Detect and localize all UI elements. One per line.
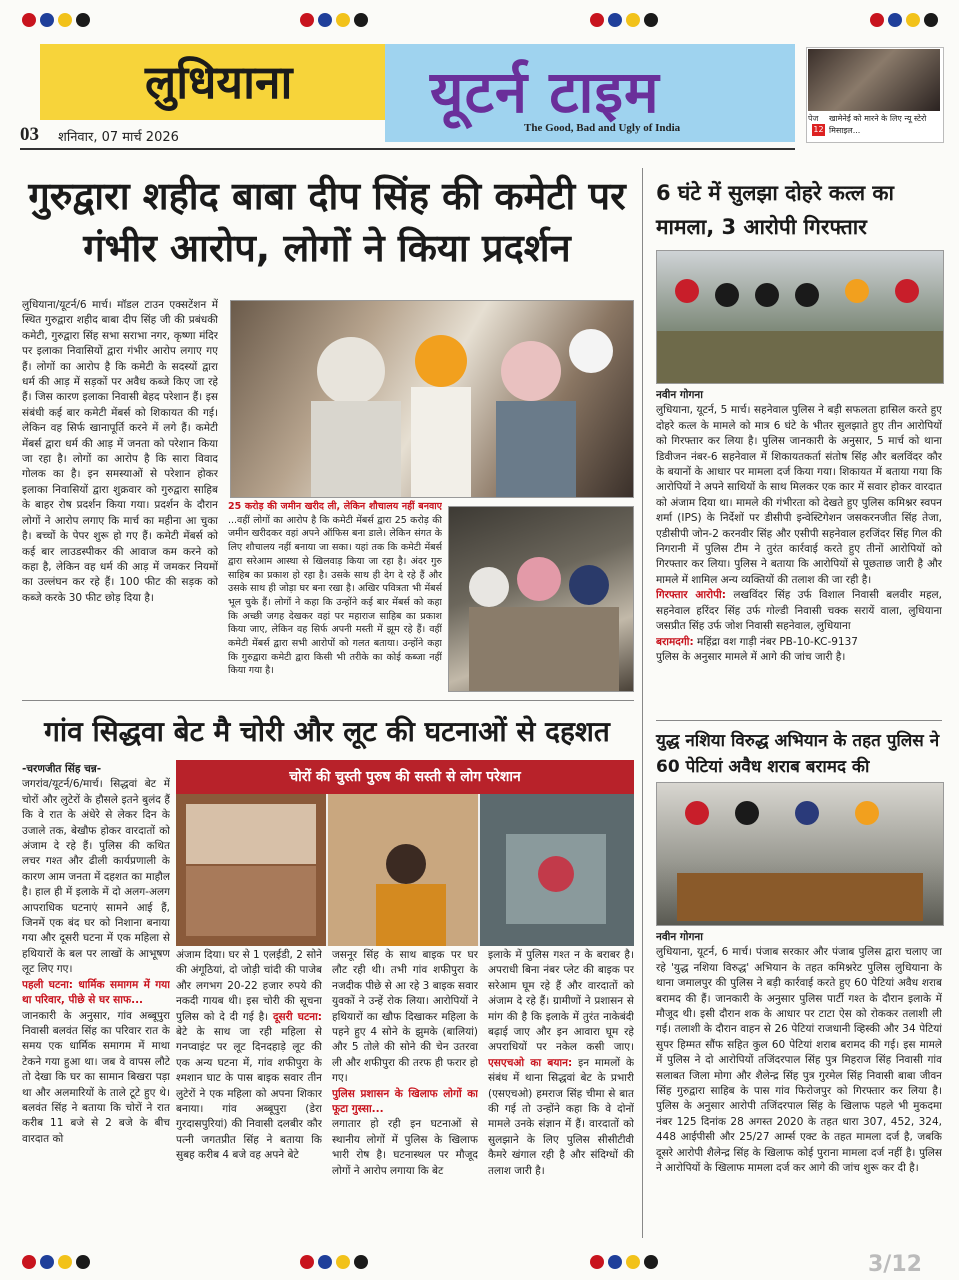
masthead-rule [20, 148, 795, 150]
teaser-image [808, 49, 940, 111]
right-headline-1: 6 घंटे में सुलझा दोहरे कत्ल का मामला, 3 आरोपी गिरफ्तार [656, 181, 894, 239]
arrest-photo-art [657, 251, 943, 383]
teaser-text: खामेनेई को मारने के लिए न्यू स्टेरो मिसाइल... [829, 114, 927, 135]
footer-dots [300, 1254, 372, 1273]
teaser-page-label: पेज [808, 114, 819, 123]
village-photo-art [176, 794, 634, 946]
recovery-text: महिंद्रा वश गाड़ी नंबर PB-10-KC-9137 [697, 635, 858, 648]
footer [0, 1244, 959, 1280]
right-story-1-byline: नवीन गोगना [656, 389, 703, 401]
arrested-label: गिरफ्तार आरोपी: [656, 589, 726, 602]
village-col-1-text: जगरांव/यूटर्न/6/मार्च। सिद्धवां बेट में चोरों और लुटेरों के हौसले इतने बुलंद हैं कि वे रात के अंधेरे से लेकर दिन के उजाले तक, बेखौफ होकर वारदातों को अंजाम दे रहे हैं। पुलिस की कथित लचर गश्त और ढीली कार्यप्रणाली के कारण आम जनता में दहशत का माहौल है। हाल ही में इलाके में दो अलग-अलग आपराधिक घटनाएं सामने आई हैं, जिनमें एक बंद घर को निशाना बनाया गया और दूसरी घटना में एक महिला से हथियारों के बल पर लाखों के आभूषण लूट लिए गए। [22, 778, 170, 976]
liquor-photo-art [657, 783, 943, 925]
village-headline: गांव सिद्धवा बेट मै चोरी और लूट की घटनाओं से दहशत [44, 715, 610, 748]
right-story-2-byline: नवीन गोगना [656, 931, 703, 943]
main-story-body: लुधियाना/यूटर्न/6 मार्च। मॉडल टाउन एक्सटेंशन में स्थित गुरुद्वारा शहीद बाबा दीप सिंह जी की प्रबंधकी कमेटी, गुरुद्वारा सिंह सभा सराभा नगर, कृष्णा मंदिर पर इलाका निवासियों द्वारा गंभीर आरोप लगाए गए हैं। लोगों का आरोप है कि कमेटी के सदस्यों द्वारा धर्म की आड़ में सड़कों पर अवैध कब्जे किए जा रहे हैं। जिस कारण इलाका निवासी बेहद परेशान हैं। इस संबंधी कई बार कमेटी मेंबर्स को शिकायत की गई। लेकिन वह सिर्फ खानापूर्ति करने में लगे हैं। कमेटी मेंबर्स द्वारा धर्म की आड़ में जनता को परेशान किया जा रहा है। लोगों का आरोप है कि सारा विवाद गोलक का है। इन समस्याओं से परेशान होकर इलाका निवासियों द्वारा शुक्रवार को गुरुद्वारा साहिब के बाहर रोष प्रदर्शन किया गया। प्रदर्शन के दौरान लोगों ने आरोप लगाए कि मार्च का महीना आ चुका है। बच्चों के पेपर शुरू हो गए हैं। कमेटी मेंबर्स को कई बार लाउडस्पीकर की आवाज कम करने को कहा है, लेकिन वह धर्म की आड़ में जमकर नियमों का उल्लंघन कर रहे हैं। 100 फीट की सड़क को कब्जे करके 30 फीट छोड़ दिया है। [22, 299, 218, 604]
color-dots [300, 12, 372, 31]
arrest-photo [656, 250, 944, 384]
village-col-1-b: जानकारी के अनुसार, गांव अब्बूपुरा निवासी बलवंत सिंह का परिवार रात के समय एक धार्मिक समागम में माथा टेकने गया हुआ था। जब वे वापस लौटे तो देखा कि घर का सामान बिखरा पड़ा था और अलमारियों के ताले टूटे हुए थे। बलवंत सिंह ने बताया कि चोरों ने रात करीब 11 बजे से 2 बजे के बीच वारदात को [22, 1009, 170, 1145]
main-caption-text: ...वहीं लोगों का आरोप है कि कमेटी मेंबर्स द्वारा 25 करोड़ की जमीन खरीदकर वहां अपने ऑफिस बना डाले। लेकिन संगत के लिए शौचालय नहीं बनाया जा सका। यहां तक कि कमेटी मेंबर्स द्वारा सरेआम आस्था से खिलवाड़ किया जा रहा है। अंदर गुरु साहिब का प्रकाश हो रहा है। उसके साथ ही देग दे रहे हैं और उसके साथ ही जोड़ा घर बना रखा है। अखिर पवित्रता भी मेंबर्स भूल चुके हैं। लोगों ने कहा कि उन्होंने कई बार मेंबर्स को कहा कि अच्छी जगह देखकर वहां पर महाराज साहिब का प्रकाश किया जाए, लेकिन वह सिर्फ अपनी मस्ती में झूम रहे हैं। वहीं कमेटी मेंबर्स द्वारा सभी आरोपों को गलत बताया। उन्होंने कहा कि गुरुद्वारा कमेटी द्वारा किसी भी तरीके का कोई कब्जा नहीं किया गया है। [228, 514, 442, 677]
brand-tagline: The Good, Bad and Ugly of India [524, 122, 681, 134]
right-story-1-text: लुधियाना, यूटर्न, 5 मार्च। सहनेवाल पुलिस ने बड़ी सफलता हासिल करते हुए दोहरे कत्ल के मामले को मात्र 6 घंटे के भीतर सुलझाते हुए तीन आरोपियों को गिरफ्तार कर लिया है। पुलिस जानकारी के अनुसार, 5 मार्च को थाना डिवीजन नंबर-6 सहनेवाल में शिकायतकर्ता संतोष सिंह और बलविंदर कौर के बयानों के आधार पर मामला दर्ज किया गया। शिकायत में बताया गया कि आरोपियों ने अपने साथियों के साथ मिलकर एक कार में सवार होकर वारदात को अंजाम दिया था। मामले की गंभीरता को देखते हुए पुलिस कमिश्नर स्वपन शर्मा (IPS) के निर्देशों पर डीसीपी इन्वेस्टिगेशन जसकरनजीत सिंह तेजा, एडीसीपी जोन-2 करनवीर सिंह और एसीपी सहनेवाल हरजिंदर सिंह गिल की निगरानी में पुलिस टीम ने तुरंत कार्रवाई करते हुए तीनों आरोपियों को गिरफ्तार कर लिया। पुलिस ने बताया कि आरोपियों से पूछताछ जारी है और मामले में शामिल अन्य व्यक्तियों की तलाश की जा रही है। [656, 404, 942, 586]
right-section-rule [656, 720, 942, 721]
village-col-3-text: जसनूर सिंह के साथ बाइक पर घर लौट रही थी। तभी गांव शफीपुरा के नजदीक पीछे से आ रहे 3 बाइक सवार युवकों ने उन्हें रोक लिया। आरोपियों ने हथियारों का खौफ दिखाकर महिला के पहने हुए 4 सोने के झुमके (बालियां) और 5 तोले की सोने की चेन उतरवा ली और शफीपुरा की तरफ ही फरार हो गए। [332, 949, 478, 1085]
city-name: लुधियाना [40, 44, 400, 120]
village-col-2-b: बेटे के साथ जा रही महिला से गनप्वाइंट पर लूट दिनदहाड़े लूट की एक अन्य घटना में, गांव शफीपुरा के श्मशान घाट के पास बाइक सवार तीन लुटेरों ने एक महिला को अपना शिकार बनाया। गांव अब्बूपुरा (डेरा गुरदासपुरियां) की निवासी दलबीर कौर पत्नी जगतप्रीत सिंह ने बताया कि सुबह करीब 4 बजे वह अपने बेटे [176, 1026, 322, 1162]
liquor-photo [656, 782, 944, 926]
main-caption [228, 500, 442, 692]
village-col-4-b: इन मामलों के संबंध में थाना सिद्धवां बेट के प्रभारी (एसएचओ) हमराज सिंह चीमा से बात की गई तो उन्होंने कहा कि वे दोनों मामले उनके संज्ञान में हैं। वारदातों को सुलझाने के लिए पुलिस सीसीटीवी कैमरे खंगाल रही है और संदिग्धों की तलाश जारी है। [488, 1056, 634, 1177]
footer-dots [590, 1254, 662, 1273]
village-col-3-b: लगातार हो रही इन घटनाओं से स्थानीय लोगों में पुलिस के खिलाफ भारी रोष है। घटनास्थल पर मौजूद लोगों ने आरोप लगाया कि बेट [332, 1118, 478, 1177]
issue-date: शनिवार, 07 मार्च 2026 [58, 130, 179, 145]
village-col-1 [22, 762, 170, 1240]
right-story-2-text: लुधियाना, यूटर्न, 6 मार्च। पंजाब सरकार और पंजाब पुलिस द्वारा चलाए जा रहे 'युद्ध नशिया विरुद्ध' अभियान के तहत कमिश्नरेट पुलिस लुधियाना के थाना जमालपुर की पुलिस ने बड़ी कार्रवाई करते हुए 60 पेटियां अवैध शराब बरामद की हैं। जानकारी के अनुसार पुलिस पार्टी गश्त के दौरान इलाके में मौजूद थी। इसी दौरान शक के आधार पर टाटा ऐस को रोककर तलाशी ली गई। तलाशी के दौरान वाहन से 26 पेटियां राजधानी व्हिस्की और 34 पेटियां सुपर हिम्मत सौंफ सहित कुल 60 पेटियां शराब बरामद की गई। इस मामले में पुलिस ने दो आरोपियों तजिंदरपाल सिंह पुत्र मिहराज सिंह निवासी गांव सलाबत जिला मोगा और शैलेन्द्र सिंह पुत्र गुरमेल सिंह निवासी बाबा जीवन सिंह गुरुद्वारा साहिब के पास गांव फिरोजपुर को गिरफ्तार कर लिया है। पुलिस के अनुसार आरोपी तजिंदरपाल सिंह के खिलाफ पहले भी मुकदमा नंबर 125 दिनांक 28 अगस्त 2020 के तहत धारा 307, 452, 324, 448 आईपीसी और 25/27 आर्म्स एक्ट के तहत मामला दर्ज है, जबकि दूसरे आरोपी शैलेन्द्र सिंह के खिलाफ कोई पुराना मामला दर्ज नहीं है। पुलिस ने आरोपियों के खिलाफ मामला दर्ज कर आगे की जांच शुरू कर दी है। [656, 946, 942, 1175]
protest-photo-art [231, 301, 633, 497]
color-dots [590, 12, 662, 31]
village-col-4-text: इलाके में पुलिस गश्त न के बराबर है। अपराधी बिना नंबर प्लेट की बाइक पर सरेआम घूम रहे हैं और वारदातों को अंजाम दे रहे हैं। ग्रामीणों ने प्रशासन से मांग की है कि इलाके में तुरंत नाकेबंदी बढ़ाई जाए और इन आवारा घूम रहे अपराधियों पर नकेल कसी जाए। [488, 949, 634, 1054]
section-rule [22, 700, 634, 701]
village-subhead-4: एसएचओ का बयान: [488, 1056, 573, 1069]
protest-photo-2-art [449, 507, 633, 691]
arrested-text: लखविंदर सिंह उर्फ विशाल निवासी बलवीर महल, सहनेवाल हरिंदर सिंह उर्फ गोल्डी निवासी चक्क सरायें वाला, लुधियाना जसप्रीत सिंह उर्फ जोश निवासी सहनेवाल, लुधियाना [656, 589, 942, 633]
main-caption-lead: 25 करोड़ की जमीन खरीद ली, लेकिन शौचालय नहीं बनवाए [228, 501, 442, 512]
top-strip [0, 0, 959, 38]
footer-dots [22, 1254, 94, 1273]
village-photo-strip [176, 794, 634, 946]
village-subhead-1: पहली घटना: धार्मिक समागम में गया था परिवार, पीछे से घर साफ... [22, 978, 170, 1007]
village-byline: -चरणजीत सिंह चन्न- [22, 763, 102, 775]
right-headline-2: युद्ध नशिया विरुद्ध अभियान के तहत पुलिस ने 60 पेटियां अवैध शराब बरामद की [656, 731, 940, 777]
village-subhead-3: पुलिस प्रशासन के खिलाफ लोगों का फूटा गुस्सा... [332, 1087, 478, 1116]
village-banner: चोरों की चुस्ती पुरुष की सस्ती से लोग परेशान [176, 760, 634, 794]
village-subhead-2: दूसरी घटना: [272, 1010, 322, 1023]
teaser-page-number: 12 [813, 125, 824, 134]
page-number: 03 [20, 124, 39, 145]
color-dots [22, 12, 94, 31]
protest-photo-2 [448, 506, 634, 692]
protest-photo [230, 300, 634, 498]
main-headline: गुरुद्वारा शहीद बाबा दीप सिंह की कमेटी पर गंभीर आरोप, लोगों ने किया प्रदर्शन [28, 174, 626, 270]
right-story-2-body [656, 930, 942, 1242]
village-col-2 [176, 948, 322, 1240]
village-col-3 [332, 948, 478, 1240]
page-indicator: 3/12 [868, 1252, 922, 1277]
recovery-label: बरामदगी: [656, 635, 694, 648]
right-story-1-closing: पुलिस के अनुसार मामले में आगे की जांच जारी है। [656, 650, 846, 663]
right-story-1-body [656, 388, 942, 718]
village-col-4 [488, 948, 634, 1240]
brand-title: यूटर्न टाइम [430, 58, 660, 126]
color-dots [870, 12, 942, 31]
village-col-2-text: अंजाम दिया। घर से 1 एलईडी, 2 सोने की अंगूठियां, दो जोड़ी चांदी की पाजेब और लगभग 20-22 हजार रुपये की नकदी गायब थी। इस चोरी की सूचना पुलिस को दे दी गई है। [176, 949, 322, 1023]
column-divider [642, 168, 643, 1238]
